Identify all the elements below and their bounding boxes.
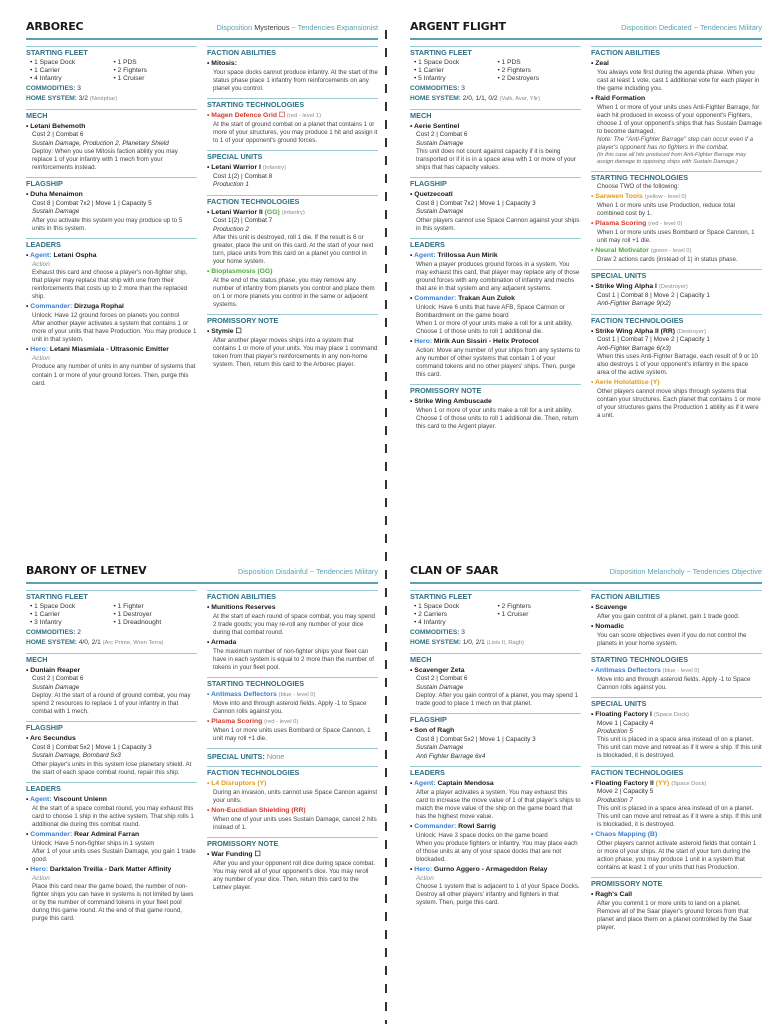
section-flagship: FLAGSHIP bbox=[26, 721, 197, 733]
unit-stats: Move 1 | Capacity 4 bbox=[597, 719, 654, 727]
fleet-item: • 1 PDS bbox=[497, 59, 521, 67]
tech-name: • Plasma Scoring (red - level 0) bbox=[591, 220, 683, 228]
flagship-text: Other players cannot use Space Cannon against your ships in this system. bbox=[416, 216, 580, 232]
disposition-label: Disposition bbox=[621, 23, 657, 32]
hero-name: • Hero: Gurno Aggero - Armageddon Relay bbox=[410, 866, 548, 874]
ability-text: You can score objectives even if you do not control the planets in your home system. bbox=[597, 631, 747, 647]
starting-fleet-list bbox=[26, 58, 197, 84]
mech-stats: Cost 2 | Combat 6 bbox=[416, 131, 468, 139]
flagship-text: After you activate this system you may produce up to 5 units in this system. bbox=[32, 216, 183, 232]
mech-text: Deploy: When you use Mitosis faction ability you may replace 1 of your infantry with 1 mech from your reinforcements instead. bbox=[32, 148, 178, 172]
faction-sheet-clan-of-saar bbox=[410, 562, 762, 1024]
agent-type: Action bbox=[32, 260, 50, 268]
tech-name: • Floating Factory II (YY) (Space Dock) bbox=[591, 779, 707, 787]
tendencies-label: Tendencies bbox=[297, 23, 335, 32]
promissory-text: When 1 or more of your units make a roll for a unit ability. Choose 1 of those units to roll 1 additional die. Then, return this card to the Argent player. bbox=[416, 406, 579, 431]
flagship-text: Other player's units in this system lose planetary shield. At the start of each space combat round, repair this ship. bbox=[32, 760, 192, 776]
flagship-stats: Cost 8 | Combat 5x2 | Move 1 | Capacity 3 bbox=[416, 735, 536, 743]
faction-header bbox=[26, 562, 378, 584]
fleet-item: • 4 Infantry bbox=[30, 75, 62, 83]
fleet-item: • 3 Infantry bbox=[30, 619, 62, 627]
home-system: HOME SYSTEM: 2/0, 1/1, 0/2 (Valk, Avar, Ylir) bbox=[410, 94, 541, 102]
faction-name: ARBOREC bbox=[26, 20, 84, 33]
ability-name: • Munitions Reserves bbox=[207, 604, 276, 612]
section-faction-tech: FACTION TECHNOLOGIES bbox=[591, 314, 762, 326]
section-promissory: PROMISSORY NOTE bbox=[591, 877, 762, 889]
commander-text: After 1 of your units uses Sustain Damage, you gain 1 trade good. bbox=[32, 847, 196, 863]
mech-ability: Sustain Damage, Production 2, Planetary Shield bbox=[32, 139, 169, 147]
right-column bbox=[591, 46, 762, 431]
section-faction-tech: FACTION TECHNOLOGIES bbox=[207, 195, 378, 207]
mech-text: Deploy: After you gain control of a planet, you may spend 1 trade good to place 1 mech on that planet. bbox=[416, 692, 579, 708]
section-flagship: FLAGSHIP bbox=[410, 713, 581, 725]
ability-note: Note: The "Anti-Fighter Barrage" step can occur even if a player's opponent has no fighters in the combat. bbox=[597, 136, 754, 152]
disposition-line bbox=[621, 23, 762, 32]
hero-text: Produce any number of units in any number of systems that contain 1 or more of your ground forces. Then, purge this card. bbox=[32, 363, 196, 387]
hero-name: • Hero: Mirik Aun Sissiri - Helix Protocol bbox=[410, 337, 539, 345]
tech-ability: Production 2 bbox=[213, 225, 249, 233]
tech-text: Draw 2 actions cards (instead of 1) in status phase. bbox=[597, 256, 738, 264]
section-leaders: LEADERS bbox=[26, 238, 197, 250]
fleet-item: • 1 Carrier bbox=[30, 611, 60, 619]
section-starting-tech: STARTING TECHNOLOGIES bbox=[207, 677, 378, 689]
tech-name: • Sarween Tools (yellow - level 0) bbox=[591, 193, 687, 201]
disposition-line bbox=[216, 23, 378, 32]
left-column bbox=[410, 46, 581, 431]
section-leaders: LEADERS bbox=[26, 782, 197, 794]
section-mech: MECH bbox=[26, 653, 197, 665]
flagship-ability-2: Anti Fighter Barrage 6x4 bbox=[416, 752, 486, 760]
flagship-ability: Sustain Damage bbox=[416, 208, 464, 216]
unit-ability: Production 1 bbox=[213, 181, 249, 189]
disposition-label: Disposition bbox=[609, 567, 646, 576]
faction-name: ARGENT FLIGHT bbox=[410, 20, 506, 33]
commander-name: • Commander: Trakan Aun Zulok bbox=[410, 294, 515, 302]
section-special-units: SPECIAL UNITS: None bbox=[207, 748, 378, 761]
tech-name: • Magen Defence Grid ☐ (red - level 1) bbox=[207, 112, 322, 120]
section-special-units: SPECIAL UNITS bbox=[591, 697, 762, 709]
fleet-item: • 2 Destroyers bbox=[497, 75, 540, 83]
faction-sheet-barony-of-letnev bbox=[26, 562, 378, 1024]
tech-name: • Strike Wing Alpha II (RR) (Destroyer) bbox=[591, 327, 706, 335]
mech-name: • Scavenger Zeta bbox=[410, 666, 465, 674]
fleet-item: • 1 Cruiser bbox=[113, 75, 145, 83]
home-system: HOME SYSTEM: 1/0, 2/1 (Lisis II, Ragh) bbox=[410, 638, 524, 646]
tech-text: When this uses Anti-Fighter Barrage, each result of 9 or 10 also destroys 1 of your opponent's infantry in the space area of the active system. bbox=[597, 353, 758, 377]
tendencies-label: Tendencies bbox=[315, 567, 353, 576]
fleet-item: • 1 PDS bbox=[113, 59, 137, 67]
ability-name: • Nomadic bbox=[591, 622, 624, 630]
fleet-item: • 2 Fighters bbox=[113, 67, 147, 75]
hero-text: Choose 1 system that is adjacent to 1 of your Space Docks. Destroy all other players' infantry and fighters in that system. Then, purge this card. bbox=[416, 883, 580, 907]
mech-text: Deploy: At the start of a round of ground combat, you may spend 2 resources to replace 1 of your infantry in that combat with 1 mech. bbox=[32, 692, 191, 716]
tech-text: Other players cannot activate asteroid fields that contain 1 or more of your ships. At the start of your turn during the action phase, you may produce 1 unit in a system that contains at least 1 of your units that has Production. bbox=[597, 840, 757, 872]
flagship-name: • Quetzecoatl bbox=[410, 191, 453, 199]
fleet-item: • 1 Space Dock bbox=[30, 603, 76, 611]
hero-name: • Hero: Darktalon Treilla - Dark Matter Affinity bbox=[26, 865, 172, 873]
disposition-value: Disdainful bbox=[275, 567, 308, 576]
fleet-item: • 2 Fighters bbox=[497, 67, 531, 75]
ability-note-small: (In this case all hits produced from Anti-Fighter Barrage may assign damage to opposing ships with Sustain Damage.) bbox=[597, 152, 747, 166]
tech-text: When one of your units uses Sustain Damage, cancel 2 hits instead of 1. bbox=[213, 815, 377, 831]
faction-header bbox=[410, 562, 762, 584]
section-promissory: PROMISSORY NOTE bbox=[207, 837, 378, 849]
flagship-ability: Sustain Damage bbox=[416, 744, 464, 752]
section-leaders: LEADERS bbox=[410, 238, 581, 250]
flagship-stats: Cost 8 | Combat 7x2 | Move 1 | Capacity 3 bbox=[416, 200, 536, 208]
section-leaders: LEADERS bbox=[410, 766, 581, 778]
unit-ability: Production 5 bbox=[597, 728, 633, 735]
section-faction-tech: FACTION TECHNOLOGIES bbox=[207, 766, 378, 778]
tech-ability: Anti-Fighter Barrage 6(x3) bbox=[597, 344, 671, 352]
right-column bbox=[591, 590, 762, 932]
fleet-item: • 1 Space Dock bbox=[414, 603, 460, 611]
left-column bbox=[26, 590, 197, 923]
hero-type: Action bbox=[32, 874, 50, 882]
ability-name: • Mitosis: bbox=[207, 60, 237, 68]
mech-name: • Aerie Sentinel bbox=[410, 122, 460, 130]
separator: ~ bbox=[309, 567, 315, 576]
commodities: COMMODITIES: 2 bbox=[26, 628, 81, 636]
promissory-name: • Ragh's Call bbox=[591, 891, 633, 899]
ability-name: • Zeal bbox=[591, 60, 609, 68]
section-faction-abilities: FACTION ABILITIES bbox=[207, 590, 378, 602]
hero-type: Action bbox=[32, 355, 50, 363]
section-promissory: PROMISSORY NOTE bbox=[410, 384, 581, 396]
ability-text: After you gain control of a planet, gain 1 trade good. bbox=[597, 612, 740, 620]
hero-name: • Hero: Letani Miasmiala - Ultrasonic Emitter bbox=[26, 346, 169, 354]
ability-name: • Armada bbox=[207, 639, 237, 647]
tech-ability: Production 7 bbox=[597, 796, 633, 804]
agent-text: After a player activates a system. You may exhaust this card to increase the move value of 1 of that player's ships to match the move value of the ship on the game board that has the highest move value. bbox=[416, 788, 581, 820]
section-mech: MECH bbox=[410, 109, 581, 121]
commander-unlock: Unlock: Have 6 units that have AFB, Space Cannon or Bombardment on the game board bbox=[416, 303, 565, 319]
left-column bbox=[26, 46, 197, 388]
section-faction-abilities: FACTION ABILITIES bbox=[591, 46, 762, 58]
commander-name: • Commander: Rowl Sarrig bbox=[410, 823, 496, 831]
tech-stats: Cost 1(2) | Combat 7 bbox=[213, 217, 273, 225]
tendencies-value: Military bbox=[738, 23, 762, 32]
promissory-text: After another player moves ships into a system that contains 1 or more of your units. You may place 1 command token from that player's reinforcements in any non-home system. Then, return this card to the Arborec player. bbox=[213, 337, 378, 369]
hero-text: Action: Move any number of your ships from any systems to any number of other systems that contain 1 of your command tokens and no other players' ships. Then, purge this card. bbox=[416, 346, 581, 378]
tech-name: • Non-Euclidian Shielding (RR) bbox=[207, 806, 306, 814]
tendencies-value: Expansionist bbox=[336, 23, 378, 32]
fleet-item: • 1 Carrier bbox=[414, 67, 444, 75]
mech-stats: Cost 2 | Combat 6 bbox=[32, 131, 84, 139]
tech-text: After this unit is destroyed, roll 1 die. If the result is 6 or greater, place the unit on this card. At the start of your next turn, place units from this card on a planet you control in your home system. bbox=[213, 234, 374, 266]
mech-name: • Letani Behemoth bbox=[26, 122, 86, 130]
section-flagship: FLAGSHIP bbox=[410, 177, 581, 189]
flagship-stats: Cost 8 | Combat 7x2 | Move 1 | Capacity 5 bbox=[32, 200, 152, 208]
flagship-name: • Arc Secundus bbox=[26, 735, 76, 743]
commander-name: • Commander: Dirzuga Rophal bbox=[26, 303, 124, 311]
ability-text: The maximum number of non-fighter ships your fleet can have in each system is equal to 2 more than the number of tokens in your fleet pool. bbox=[213, 647, 374, 671]
tech-text: When 1 or more units uses Bombard or Space Cannon, 1 unit may roll +1 die. bbox=[597, 229, 755, 245]
commander-unlock: Unlock: Have 5 non-fighter ships in 1 system bbox=[32, 839, 155, 847]
faction-header bbox=[410, 18, 762, 40]
section-flagship: FLAGSHIP bbox=[26, 177, 197, 189]
tech-text: This unit is placed in a space area instead of on a planet. This unit can move and retreat as if it were a ship. If this unit is blockaded, it is destroyed. bbox=[597, 805, 762, 829]
flagship-name: • Son of Ragh bbox=[410, 727, 455, 735]
faction-sheet-arborec bbox=[26, 18, 378, 508]
fleet-item: • 2 Fighters bbox=[497, 603, 531, 611]
disposition-line bbox=[238, 567, 378, 576]
starting-fleet-list bbox=[410, 58, 581, 84]
agent-name: • Agent: Captain Mendosa bbox=[410, 779, 494, 787]
separator: ~ bbox=[686, 567, 691, 576]
section-faction-abilities: FACTION ABILITIES bbox=[207, 46, 378, 58]
home-system: HOME SYSTEM: 4/0, 2/1 (Arc Prime, Wren Terra) bbox=[26, 638, 164, 646]
tech-intro: Choose TWO of the following: bbox=[597, 183, 680, 191]
fleet-item: • 4 Infantry bbox=[414, 619, 446, 627]
tech-stats: Cost 1 | Combat 7 | Move 2 | Capacity 1 bbox=[597, 336, 710, 344]
tech-name: • Antimass Deflectors (blue - level 0) bbox=[591, 666, 700, 674]
section-mech: MECH bbox=[410, 653, 581, 665]
commander-unlock: Unlock: Have 3 space docks on the game board bbox=[416, 831, 548, 839]
ability-text: When 1 or more of your units uses Anti-Fighter Barrage, for each hit produced in excess of your opponent's Fighters, choose 1 of your opponent's ships that has Sustain Damage to become damaged. bbox=[597, 103, 762, 136]
disposition-value: Mysterious bbox=[254, 23, 290, 32]
starting-fleet-list bbox=[26, 602, 197, 628]
disposition-line bbox=[610, 567, 762, 576]
fleet-item: • 1 Carrier bbox=[30, 67, 60, 75]
flagship-ability: Sustain Damage, Bombard 5x3 bbox=[32, 752, 121, 760]
unit-ability: Anti-Fighter Barrage 9(x2) bbox=[597, 300, 671, 308]
separator: ~ bbox=[693, 23, 699, 32]
promissory-text: After you commit 1 or more units to land on a planet. Remove all of the Saar player's ground forces from that planet and place them on a planet controlled by the Saar player. bbox=[597, 900, 753, 932]
ability-text: Your space docks cannot produce infantry. At the start of the status phase place 1 infantry from reinforcements on any planet you control. bbox=[213, 68, 378, 92]
ability-text: You always vote first during the agenda phase. When you cast at least 1 vote, cast 1 additional vote for each player in the game including you. bbox=[597, 68, 760, 92]
commander-unlock: Unlock: Have 12 ground forces on planets you control bbox=[32, 312, 180, 320]
tech-name: • L4 Disruptors (Y) bbox=[207, 779, 267, 787]
mech-name: • Dunlain Reaper bbox=[26, 666, 81, 674]
faction-sheet-argent-flight bbox=[410, 18, 762, 508]
fleet-item: • 1 Dreadnought bbox=[113, 619, 162, 627]
unit-name: • Floating Factory I (Space Dock) bbox=[591, 710, 689, 718]
mech-ability: Sustain Damage bbox=[416, 139, 464, 147]
unit-stats: Cost 1(2) | Combat 8 bbox=[213, 172, 273, 180]
flagship-stats: Cost 8 | Combat 5x2 | Move 1 | Capacity 3 bbox=[32, 744, 152, 752]
mech-stats: Cost 2 | Combat 6 bbox=[416, 675, 468, 683]
tendencies-value: Objective bbox=[731, 567, 762, 576]
home-system: HOME SYSTEM: 3/2 (Nestphar) bbox=[26, 94, 118, 102]
flagship-name: • Duha Menaimon bbox=[26, 191, 83, 199]
commodities: COMMODITIES: 3 bbox=[410, 628, 465, 636]
ability-name: • Raid Formation bbox=[591, 95, 646, 103]
tendencies-label: Tendencies bbox=[692, 567, 730, 576]
starting-fleet-list bbox=[410, 602, 581, 628]
hero-text: Place this card near the game board, the number of non-fighter ships you can have in systems is not limited by laws or by the number of command tokens in your fleet pool during this game round. At the end of that game round, purge this card. bbox=[32, 883, 194, 923]
unit-name: • Strike Wing Alpha I (Destroyer) bbox=[591, 283, 688, 291]
section-mech: MECH bbox=[26, 109, 197, 121]
section-starting-tech: STARTING TECHNOLOGIES bbox=[207, 98, 378, 110]
agent-text: Exhaust this card and choose a player's non-fighter ship, that player may replace that ship with one from their reinforcements that costs up to 2 more than the replaced ship. bbox=[32, 268, 188, 301]
tech-text: Move into and through asteroid fields. Apply -1 to Space Cannon rolls against you. bbox=[213, 699, 367, 715]
tech-text: At the start of ground combat on a planet that contains 1 or more of your structures, you may produce 1 hit and assign it to 1 of your opponent's ground forces. bbox=[213, 120, 378, 144]
tech-text: Move into and through asteroid fields. Apply -1 to Space Cannon rolls against you. bbox=[597, 675, 751, 691]
faction-name: CLAN OF SAAR bbox=[410, 564, 499, 577]
left-column bbox=[410, 590, 581, 932]
fleet-item: • 5 Infantry bbox=[414, 75, 446, 83]
unit-stats: Cost 1 | Combat 8 | Move 2 | Capacity 1 bbox=[597, 291, 710, 299]
section-special-units: SPECIAL UNITS bbox=[591, 269, 762, 281]
hero-type: Action bbox=[416, 874, 434, 882]
separator: ~ bbox=[291, 23, 296, 32]
fleet-item: • 2 Carriers bbox=[414, 611, 448, 619]
section-starting-tech: STARTING TECHNOLOGIES bbox=[591, 653, 762, 665]
tech-text: When 1 or more units use Production, reduce total combined cost by 1. bbox=[597, 202, 735, 218]
ability-text: At the start of each round of space combat, you may spend 2 trade goods; you may re-roll any number of your dice during that combat round. bbox=[213, 612, 375, 636]
promissory-name: • Strike Wing Ambuscade bbox=[410, 398, 492, 406]
tech-text: At the end of the status phase, you may remove any number of infantry from planets you control and place them on 1 or more planets you control in the same or adjacent systems. bbox=[213, 277, 375, 309]
agent-name: • Agent: Letani Ospha bbox=[26, 251, 97, 259]
mech-stats: Cost 2 | Combat 6 bbox=[32, 675, 84, 683]
section-starting-fleet: STARTING FLEET bbox=[26, 46, 197, 58]
promissory-text: After you and your opponent roll dice during space combat. You may reroll all of your opponent's dice. You may reroll any number of your dice. Then, return this card to the Letnev player. bbox=[213, 859, 376, 891]
section-faction-abilities: FACTION ABILITIES bbox=[591, 590, 762, 602]
tech-name: • Neural Motivator (green - level 0) bbox=[591, 247, 692, 255]
commodities: COMMODITIES: 3 bbox=[26, 84, 81, 92]
commander-text: After another player activates a system that contains 1 or more of your units that have Production. You may produce 1 unit in that system. bbox=[32, 320, 197, 344]
tendencies-label: Tendencies bbox=[699, 23, 737, 32]
tech-text: Other players cannot move ships through systems that contain your structures. Each planet that contains 1 or more of your structures gains the Production 1 ability as if it were a unit. bbox=[597, 388, 761, 420]
tech-stats: Move 2 | Capacity 5 bbox=[597, 788, 654, 796]
section-starting-fleet: STARTING FLEET bbox=[410, 590, 581, 602]
ability-name: • Scavenge bbox=[591, 604, 628, 612]
tendencies-value: Military bbox=[354, 567, 378, 576]
tech-name: • Aerie Hololattice (Y) bbox=[591, 379, 660, 387]
tech-text: During an invasion, units cannot use Space Cannon against your units. bbox=[213, 788, 378, 804]
tech-name: • Chaos Mapping (B) bbox=[591, 831, 658, 839]
disposition-label: Disposition bbox=[237, 567, 274, 576]
commander-text: When 1 or more of your units make a roll for a unit ability. Choose 1 of those units to roll 1 additional die. bbox=[416, 319, 573, 335]
faction-name: BARONY OF LETNEV bbox=[26, 564, 147, 577]
mech-ability: Sustain Damage bbox=[416, 683, 464, 691]
commander-name: • Commander: Rear Admiral Farran bbox=[26, 830, 140, 838]
tech-name: • Bioplasmosis (GG) bbox=[207, 268, 273, 276]
flagship-ability: Sustain Damage bbox=[32, 208, 80, 216]
promissory-name: • Stymie ☐ bbox=[207, 328, 242, 336]
section-faction-tech: FACTION TECHNOLOGIES bbox=[591, 766, 762, 778]
disposition-value: Dedicated bbox=[658, 23, 692, 32]
section-special-units: SPECIAL UNITS bbox=[207, 150, 378, 162]
section-starting-tech: STARTING TECHNOLOGIES bbox=[591, 171, 762, 183]
mech-ability: Sustain Damage bbox=[32, 683, 80, 691]
section-promissory: PROMISSORY NOTE bbox=[207, 314, 378, 326]
unit-text: This unit is placed in a space area instead of on a planet. This unit can move and retreat as if it were a ship. If this unit is blockaded, it is destroyed. bbox=[597, 736, 762, 760]
right-column bbox=[207, 590, 378, 923]
mech-text: This unit does not count against capacity if it is being transported or if it is in a space area with 1 or more of your ships that has capacity values. bbox=[416, 148, 576, 172]
agent-name: • Agent: Viscount Unlenn bbox=[26, 795, 107, 803]
fleet-item: • 1 Space Dock bbox=[414, 59, 460, 67]
disposition-label: Disposition bbox=[216, 23, 253, 32]
cut-line bbox=[385, 30, 387, 1024]
right-column bbox=[207, 46, 378, 388]
disposition-value: Melancholy bbox=[647, 567, 685, 576]
commander-text: When you produce fighters or infantry. You may place each of those units at any of your space docks that are not blockaded. bbox=[416, 839, 578, 864]
fleet-item: • 1 Fighter bbox=[113, 603, 144, 611]
tech-text: When 1 or more units uses Bombard or Space Cannon, 1 unit may roll +1 die. bbox=[213, 726, 371, 742]
fleet-item: • 1 Cruiser bbox=[497, 611, 529, 619]
fleet-item: • 1 Space Dock bbox=[30, 59, 76, 67]
promissory-name: • War Funding ☐ bbox=[207, 850, 261, 858]
unit-name: • Letani Warrior I (Infantry) bbox=[207, 164, 286, 172]
agent-name: • Agent: Trillossa Aun Mirik bbox=[410, 251, 498, 259]
commodities: COMMODITIES: 3 bbox=[410, 84, 465, 92]
section-starting-fleet: STARTING FLEET bbox=[26, 590, 197, 602]
tech-name: • Plasma Scoring (red - level 0) bbox=[207, 718, 299, 726]
tech-name: • Letani Warrior II (GG) (Infantry) bbox=[207, 208, 305, 216]
faction-header bbox=[26, 18, 378, 40]
tech-name: • Antimass Deflectors (blue - level 0) bbox=[207, 691, 316, 699]
fleet-item: • 1 Destroyer bbox=[113, 611, 152, 619]
agent-text: When a player produces ground forces in a system. You may exhaust this card, that player may replace any of those ground forces with any combination of infantry and mechs that are in that system and any adjacent systems. bbox=[416, 260, 580, 292]
agent-text: At the start of a space combat round, you may exhaust this card to choose 1 ship in the active system. That ship rolls 1 additional die during this combat round. bbox=[32, 804, 194, 828]
section-starting-fleet: STARTING FLEET bbox=[410, 46, 581, 58]
